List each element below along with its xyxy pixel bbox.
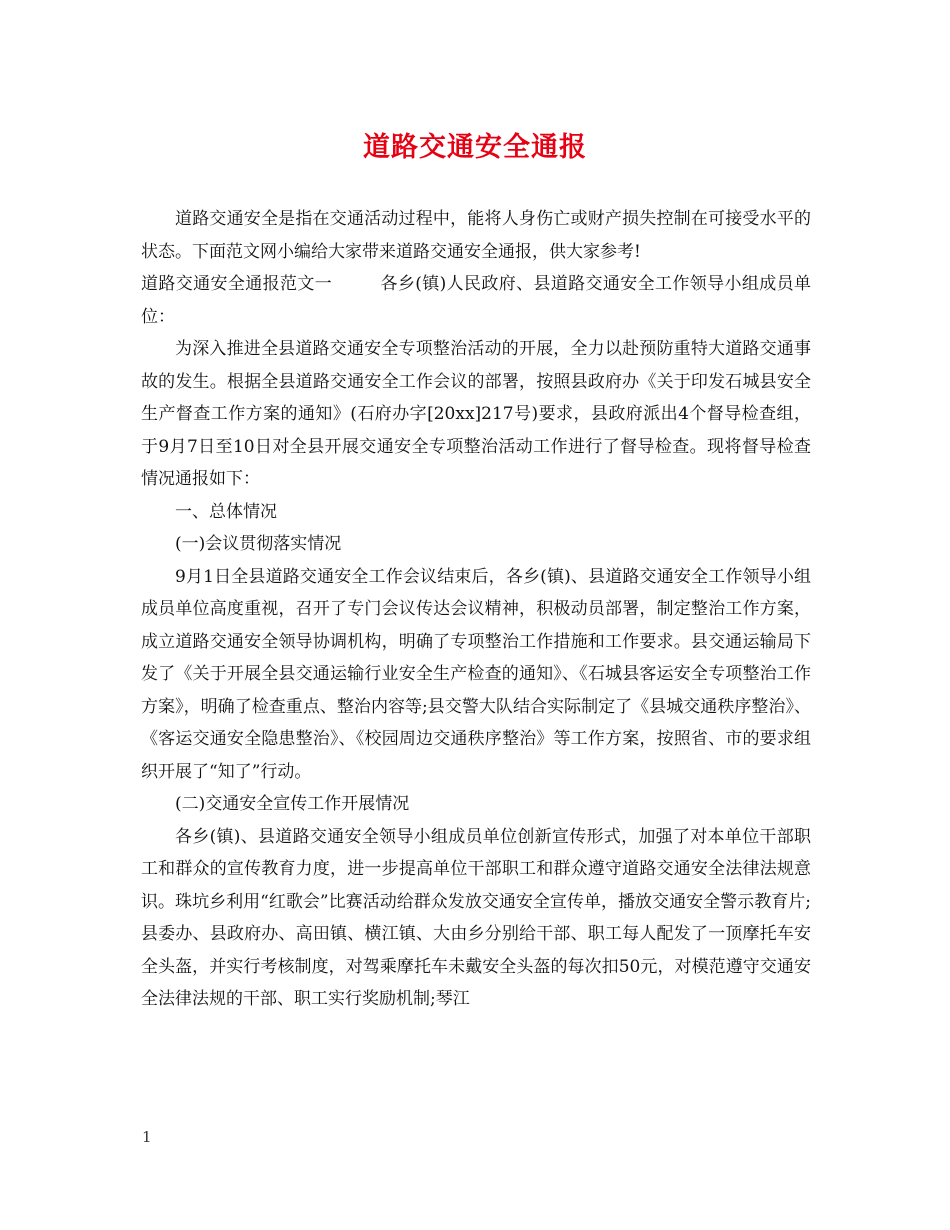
subsection-heading-publicity: (二)交通安全宣传工作开展情况 (175, 794, 410, 814)
document-body (141, 203, 811, 1016)
intro-paragraph: 道路交通安全是指在交通活动过程中，能将人身伤亡或财产损失控制在可接受水平的状态。下面范文网小编给大家带来道路交通安全通报，供大家参考! (141, 209, 811, 262)
subsection-heading-meeting: (一)会议贯彻落实情况 (175, 534, 342, 554)
sample-heading: 道路交通安全通报范文一 (141, 274, 333, 294)
meeting-paragraph: 9月1日全县道路交通安全工作会议结束后，各乡(镇)、县道路交通安全工作领导小组成员单位高度重视，召开了专门会议传达会议精神，积极动员部署，制定整治工作方案，成立道路交通安全领导协调机构，明确了专项整治工作措施和工作要求。县交通运输局下发了《关于开展全县交通运输行业安全生产检查的通知》、《石城县客运安全专项整治工作方案》，明确了检查重点、整治内容等;县交警大队结合实际制定了《县城交通秩序整治》、《客运交通安全隐患整治》、《校园周边交通秩序整治》等工作方案，按照省、市的要求组织开展了“知了”行动。 (141, 566, 811, 782)
section-heading-overall: 一、总体情况 (175, 501, 277, 522)
publicity-paragraph: 各乡(镇)、县道路交通安全领导小组成员单位创新宣传形式，加强了对本单位干部职工和群众的宣传教育力度，进一步提高单位干部职工和群众遵守道路交通安全法律法规意识。珠坑乡利用“红歌会”比赛活动给群众发放交通安全宣传单，播放交通安全警示教育片;县委办、县政府办、高田镇、横江镇、大由乡分别给干部、职工每人配发了一顶摩托车安全头盔，并实行考核制度，对驾乘摩托车未戴安全头盔的每次扣50元，对模范遵守交通安全法律法规的干部、职工实行奖励机制;琴江 (141, 826, 811, 1009)
page-number: 1 (142, 1128, 152, 1146)
salutation-paragraph (141, 268, 811, 333)
salutation-text: 各乡(镇)人民政府、县道路交通安全工作领导小组成员单位： (141, 274, 812, 327)
background-paragraph: 为深入推进全县道路交通安全专项整治活动的开展，全力以赴预防重特大道路交通事故的发生。根据全县道路交通安全工作会议的部署，按照县政府办《关于印发石城县安全生产督查工作方案的通知》(石府办字[20xx]217号)要求，县政府派出4个督导检查组，于9月7日至10日对全县开展交通安全专项整治活动工作进行了督导检查。现将督导检查情况通报如下： (141, 339, 811, 489)
document-title: 道路交通安全通报 (363, 132, 587, 163)
